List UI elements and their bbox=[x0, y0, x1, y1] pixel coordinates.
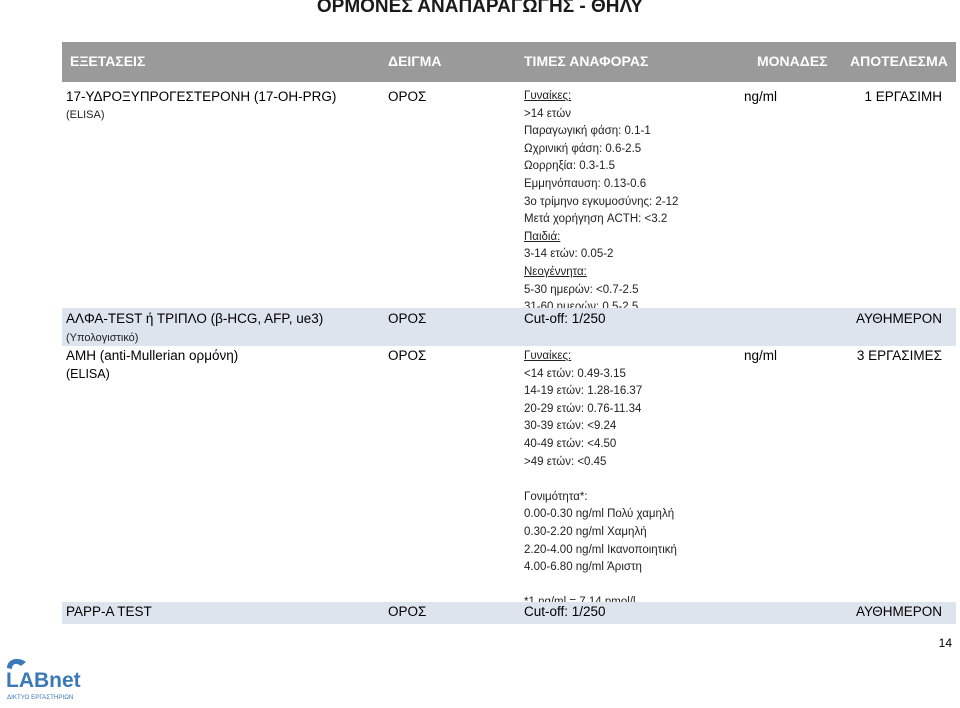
ref-line: <14 ετών: 0.49-3.15 bbox=[524, 367, 626, 380]
ref-line: Παραγωγική φάση: 0.1-1 bbox=[524, 125, 651, 138]
ref-line: 4.00-6.80 ng/ml Άριστη bbox=[524, 561, 642, 574]
reference-values bbox=[524, 348, 677, 612]
table-row bbox=[62, 308, 956, 346]
ref-line: Γυναίκες: bbox=[524, 350, 572, 362]
result-time: ΑΥΘΗΜΕΡΟΝ bbox=[855, 604, 942, 619]
reference-values: Cut-off: 1/250 bbox=[524, 604, 606, 619]
ref-line: 5-30 ημερών: <0.7-2.5 bbox=[524, 283, 639, 296]
ref-line: >49 ετών: <0.45 bbox=[524, 455, 607, 468]
reference-values bbox=[524, 88, 678, 317]
header-tests: ΕΞΕΤΑΣΕΙΣ bbox=[70, 53, 146, 69]
ref-line: Γυναίκες: bbox=[524, 90, 572, 102]
sample-type: ΟΡΟΣ bbox=[388, 348, 427, 363]
ref-line: Μετά χορήγηση ACTH: <3.2 bbox=[524, 213, 668, 226]
test-method: (ELISA) bbox=[66, 367, 110, 381]
ref-line: Εμμηνόπαυση: 0.13-0.6 bbox=[524, 177, 647, 190]
ref-line: 0.00-0.30 ng/ml Πολύ χαμηλή bbox=[524, 508, 675, 521]
sample-type: ΟΡΟΣ bbox=[388, 89, 427, 104]
reference-values: Cut-off: 1/250 bbox=[524, 311, 606, 326]
labnet-logo bbox=[4, 654, 84, 704]
page-title: ΟΡΜΟΝΕΣ ΑΝΑΠΑΡΑΓΩΓΗΣ - ΘΗΛΥ bbox=[316, 0, 644, 17]
table-row bbox=[62, 602, 956, 624]
table-row bbox=[62, 84, 956, 308]
logo-tagline: ΔΙΚΤΥΟ ΕΡΓΑΣΤΗΡΙΩΝ bbox=[7, 694, 74, 701]
ref-line: 30-39 ετών: <9.24 bbox=[524, 420, 617, 433]
ref-line: Ωορρηξία: 0.3-1.5 bbox=[524, 160, 616, 173]
ref-line: Παιδιά: bbox=[524, 230, 561, 243]
test-method: (Υπολογιστικό) bbox=[66, 332, 139, 344]
ref-line: 14-19 ετών: 1.28-16.37 bbox=[524, 385, 643, 398]
test-name: 17-ΥΔΡΟΞΥΠΡΟΓΕΣΤΕΡΟΝΗ (17-OH-PRG) bbox=[66, 89, 337, 104]
header-units: ΜΟΝΑΔΕΣ bbox=[757, 53, 828, 69]
header-sample: ΔΕΙΓΜΑ bbox=[388, 53, 442, 69]
header-result: ΑΠΟΤΕΛΕΣΜΑ bbox=[850, 53, 948, 69]
units: ng/ml bbox=[744, 89, 778, 104]
result-time: ΑΥΘΗΜΕΡΟΝ bbox=[855, 311, 942, 326]
test-name: AMH (anti-Mullerian ορμόνη) bbox=[66, 348, 239, 363]
ref-line: 2.20-4.00 ng/ml Ικανοποιητική bbox=[524, 543, 677, 556]
test-name: PAPP-A TEST bbox=[66, 604, 152, 619]
ref-line: Γονιμότητα*: bbox=[524, 490, 588, 503]
ref-line: 40-49 ετών: <4.50 bbox=[524, 437, 617, 450]
spacer bbox=[524, 471, 677, 489]
logo-swoosh-icon bbox=[7, 659, 26, 669]
table-row bbox=[62, 346, 956, 602]
table-header bbox=[62, 42, 956, 82]
test-method: (ELISA) bbox=[66, 109, 105, 121]
ref-line: 3ο τρίμηνο εγκυμοσύνης: 2-12 bbox=[524, 195, 679, 208]
header-reference: ΤΙΜΕΣ ΑΝΑΦΟΡΑΣ bbox=[524, 53, 649, 69]
page-number: 14 bbox=[938, 636, 952, 650]
ref-line: Ωχρινική φάση: 0.6-2.5 bbox=[524, 142, 642, 155]
ref-line: 3-14 ετών: 0.05-2 bbox=[524, 248, 614, 261]
ref-line: Νεογέννητα: bbox=[524, 265, 587, 278]
ref-line: 0.30-2.20 ng/ml Χαμηλή bbox=[524, 525, 647, 538]
test-name: ΑΛΦΑ-TEST ή ΤΡΙΠΛΟ (β-HCG, AFP, ue3) bbox=[66, 311, 324, 326]
logo-wordmark: LABnet bbox=[6, 669, 81, 692]
result-time: 3 ΕΡΓΑΣΙΜΕΣ bbox=[856, 348, 942, 363]
ref-line: 20-29 ετών: 0.76-11.34 bbox=[524, 402, 642, 415]
sample-type: ΟΡΟΣ bbox=[388, 604, 427, 619]
result-time: 1 ΕΡΓΑΣΙΜΗ bbox=[864, 89, 942, 104]
spacer bbox=[524, 577, 677, 595]
units: ng/ml bbox=[744, 348, 778, 363]
ref-line: >14 ετών bbox=[524, 107, 571, 120]
sample-type: ΟΡΟΣ bbox=[388, 311, 427, 326]
